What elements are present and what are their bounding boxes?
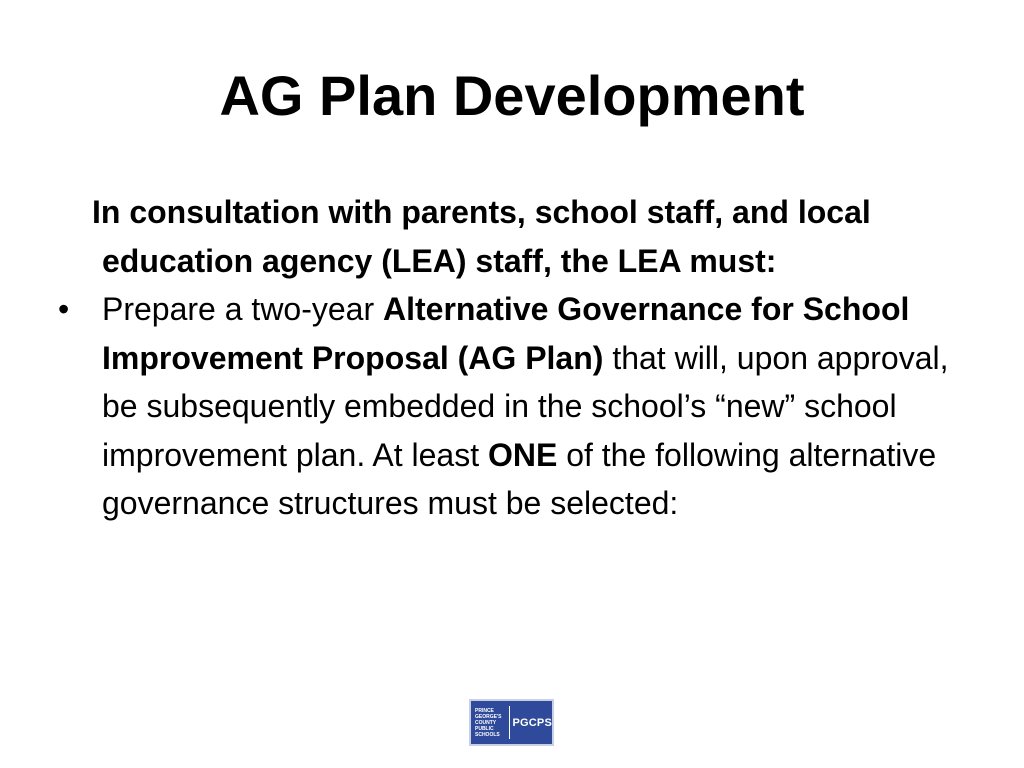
bullet-item [58,285,988,528]
logo-divider [509,706,510,739]
logo-acronym: PGCPS [512,716,552,729]
bullet-bold-plan-name: Alternative Governance for School Improvement Proposal (AG Plan) [102,291,910,376]
bullet-text-1: Prepare a two-year [102,291,384,327]
logo-line: COUNTY [475,719,497,726]
bullet-bold-one: ONE [487,436,558,473]
bullet-text-3: of the following alternative governance structures must be selected: [102,436,937,521]
bullet-text-2: that will, upon approval, be subsequently embedded in the school’s “new” school improvement plan. At least [102,339,949,473]
logo-district-name [471,708,507,738]
logo-line: PUBLIC [475,725,494,732]
logo-line: GEORGE'S [475,713,502,720]
logo-line: SCHOOLS [475,731,500,738]
slide-title: AG Plan Development [219,64,805,127]
slide-body [58,188,988,528]
intro-paragraph: In consultation with parents, school staff, and local education agency (LEA) staff, the LEA must: [92,194,871,279]
pgcps-logo [469,699,554,746]
logo-line: PRINCE [475,707,494,714]
bullet-marker: • [58,291,70,327]
